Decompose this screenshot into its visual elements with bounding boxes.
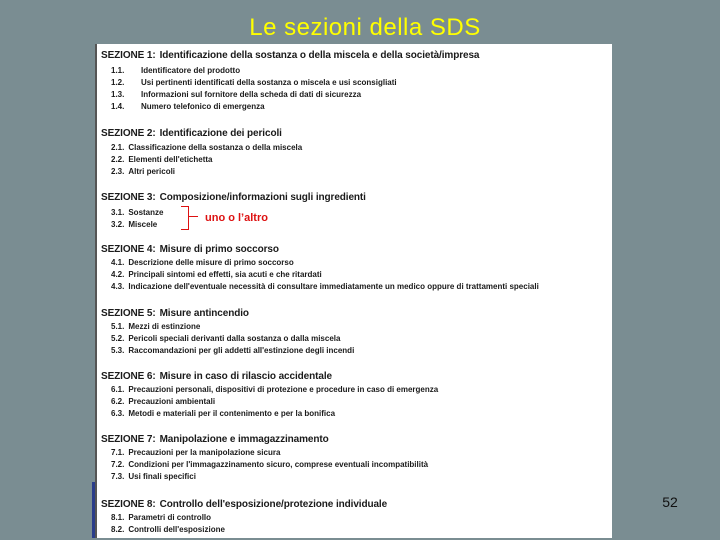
item-number: 1.3.: [111, 90, 125, 99]
section-title: Misure di primo soccorso: [159, 244, 279, 255]
section-header: [101, 434, 329, 445]
item-text: Mezzi di estinzione: [128, 322, 201, 331]
item-text: Sostanze: [128, 208, 164, 217]
section-label: SEZIONE 4:: [101, 244, 156, 255]
item-text: Usi pertinenti identificati della sostanza o miscela e usi sconsigliati: [141, 78, 397, 87]
section-label: SEZIONE 7:: [101, 434, 156, 445]
item-number: 5.2.: [111, 334, 125, 343]
section-title: Composizione/informazioni sugli ingredienti: [159, 192, 366, 203]
list-item: [111, 270, 322, 279]
section-title: Manipolazione e immagazzinamento: [159, 434, 329, 445]
item-number: 6.3.: [111, 409, 125, 418]
item-text: Usi finali specifici: [128, 472, 196, 481]
section-header: [101, 128, 282, 139]
item-number: 7.1.: [111, 448, 125, 457]
list-item: [111, 513, 211, 522]
item-number: 5.3.: [111, 346, 125, 355]
item-number: 8.2.: [111, 525, 125, 534]
annotation-bracket: [181, 206, 189, 230]
item-number: 2.1.: [111, 143, 125, 152]
section-label: SEZIONE 6:: [101, 371, 156, 382]
list-item: [111, 167, 175, 176]
section-label: SEZIONE 1:: [101, 50, 156, 61]
section-header: [101, 50, 479, 61]
item-text: Precauzioni ambientali: [128, 397, 216, 406]
list-item: [111, 525, 225, 534]
item-text: Controlli dell'esposizione: [128, 525, 225, 534]
section-title: Identificazione dei pericoli: [159, 128, 282, 139]
section-label: SEZIONE 8:: [101, 499, 156, 510]
list-item: [111, 258, 294, 267]
item-text: Miscele: [128, 220, 158, 229]
item-text: Numero telefonico di emergenza: [141, 102, 265, 111]
section-label: SEZIONE 5:: [101, 308, 156, 319]
item-number: 4.3.: [111, 282, 125, 291]
item-number: 2.2.: [111, 155, 125, 164]
item-number: 7.3.: [111, 472, 125, 481]
list-item: [111, 143, 302, 152]
item-number: 6.1.: [111, 385, 125, 394]
section-label: SEZIONE 3:: [101, 192, 156, 203]
list-item: [111, 102, 265, 111]
item-text: Informazioni sul fornitore della scheda di dati di sicurezza: [141, 90, 362, 99]
item-text: Precauzioni personali, dispositivi di protezione e procedure in caso di emergenza: [128, 385, 439, 394]
item-text: Identificatore del prodotto: [141, 66, 241, 75]
item-number: 7.2.: [111, 460, 125, 469]
item-text: Indicazione dell'eventuale necessità di consultare immediatamente un medico oppure di trattamenti speciali: [128, 282, 539, 291]
annotation-arrow: [188, 216, 198, 217]
item-number: 2.3.: [111, 167, 125, 176]
list-item: [111, 472, 196, 481]
list-item: [111, 385, 438, 394]
section-header: [101, 499, 387, 510]
section-title: Misure antincendio: [159, 308, 249, 319]
scan-edge-line: [95, 44, 97, 538]
section-title: Misure in caso di rilascio accidentale: [159, 371, 332, 382]
sds-document-scan: [95, 44, 612, 538]
list-item: [111, 66, 240, 75]
item-number: 3.1.: [111, 208, 125, 217]
item-number: 6.2.: [111, 397, 125, 406]
item-text: Metodi e materiali per il contenimento e per la bonifica: [128, 409, 336, 418]
item-text: Altri pericoli: [128, 167, 176, 176]
item-number: 4.1.: [111, 258, 125, 267]
section-label: SEZIONE 2:: [101, 128, 156, 139]
section-header: [101, 371, 332, 382]
item-text: Raccomandazioni per gli addetti all'estinzione degli incendi: [128, 346, 355, 355]
item-text: Precauzioni per la manipolazione sicura: [128, 448, 281, 457]
slide-title: Le sezioni della SDS: [249, 14, 481, 41]
list-item: [111, 155, 213, 164]
item-number: 3.2.: [111, 220, 125, 229]
list-item: [111, 220, 157, 229]
list-item: [111, 460, 428, 469]
section-header: [101, 308, 249, 319]
list-item: [111, 397, 215, 406]
section-title: Identificazione della sostanza o della miscela e della società/impresa: [159, 50, 480, 61]
section-title: Controllo dell'esposizione/protezione individuale: [159, 499, 388, 510]
item-text: Principali sintomi ed effetti, sia acuti e che ritardati: [128, 270, 322, 279]
item-number: 1.1.: [111, 66, 125, 75]
item-number: 1.4.: [111, 102, 125, 111]
item-text: Descrizione delle misure di primo soccorso: [128, 258, 294, 267]
item-text: Pericoli speciali derivanti dalla sostanza o dalla miscela: [128, 334, 341, 343]
section-header: [101, 244, 279, 255]
list-item: [111, 282, 539, 291]
annotation-note: uno o l’altro: [205, 212, 268, 224]
list-item: [111, 208, 163, 217]
item-text: Parametri di controllo: [128, 513, 212, 522]
list-item: [111, 409, 335, 418]
list-item: [111, 78, 397, 87]
list-item: [111, 90, 361, 99]
section-header: [101, 192, 366, 203]
page-number: 52: [662, 494, 678, 510]
item-text: Condizioni per l'immagazzinamento sicuro, comprese eventuali incompatibilità: [128, 460, 429, 469]
list-item: [111, 334, 340, 343]
list-item: [111, 448, 280, 457]
item-number: 4.2.: [111, 270, 125, 279]
list-item: [111, 346, 354, 355]
item-number: 8.1.: [111, 513, 125, 522]
item-text: Elementi dell'etichetta: [128, 155, 213, 164]
item-number: 5.1.: [111, 322, 125, 331]
item-number: 1.2.: [111, 78, 125, 87]
item-text: Classificazione della sostanza o della miscela: [128, 143, 303, 152]
list-item: [111, 322, 200, 331]
